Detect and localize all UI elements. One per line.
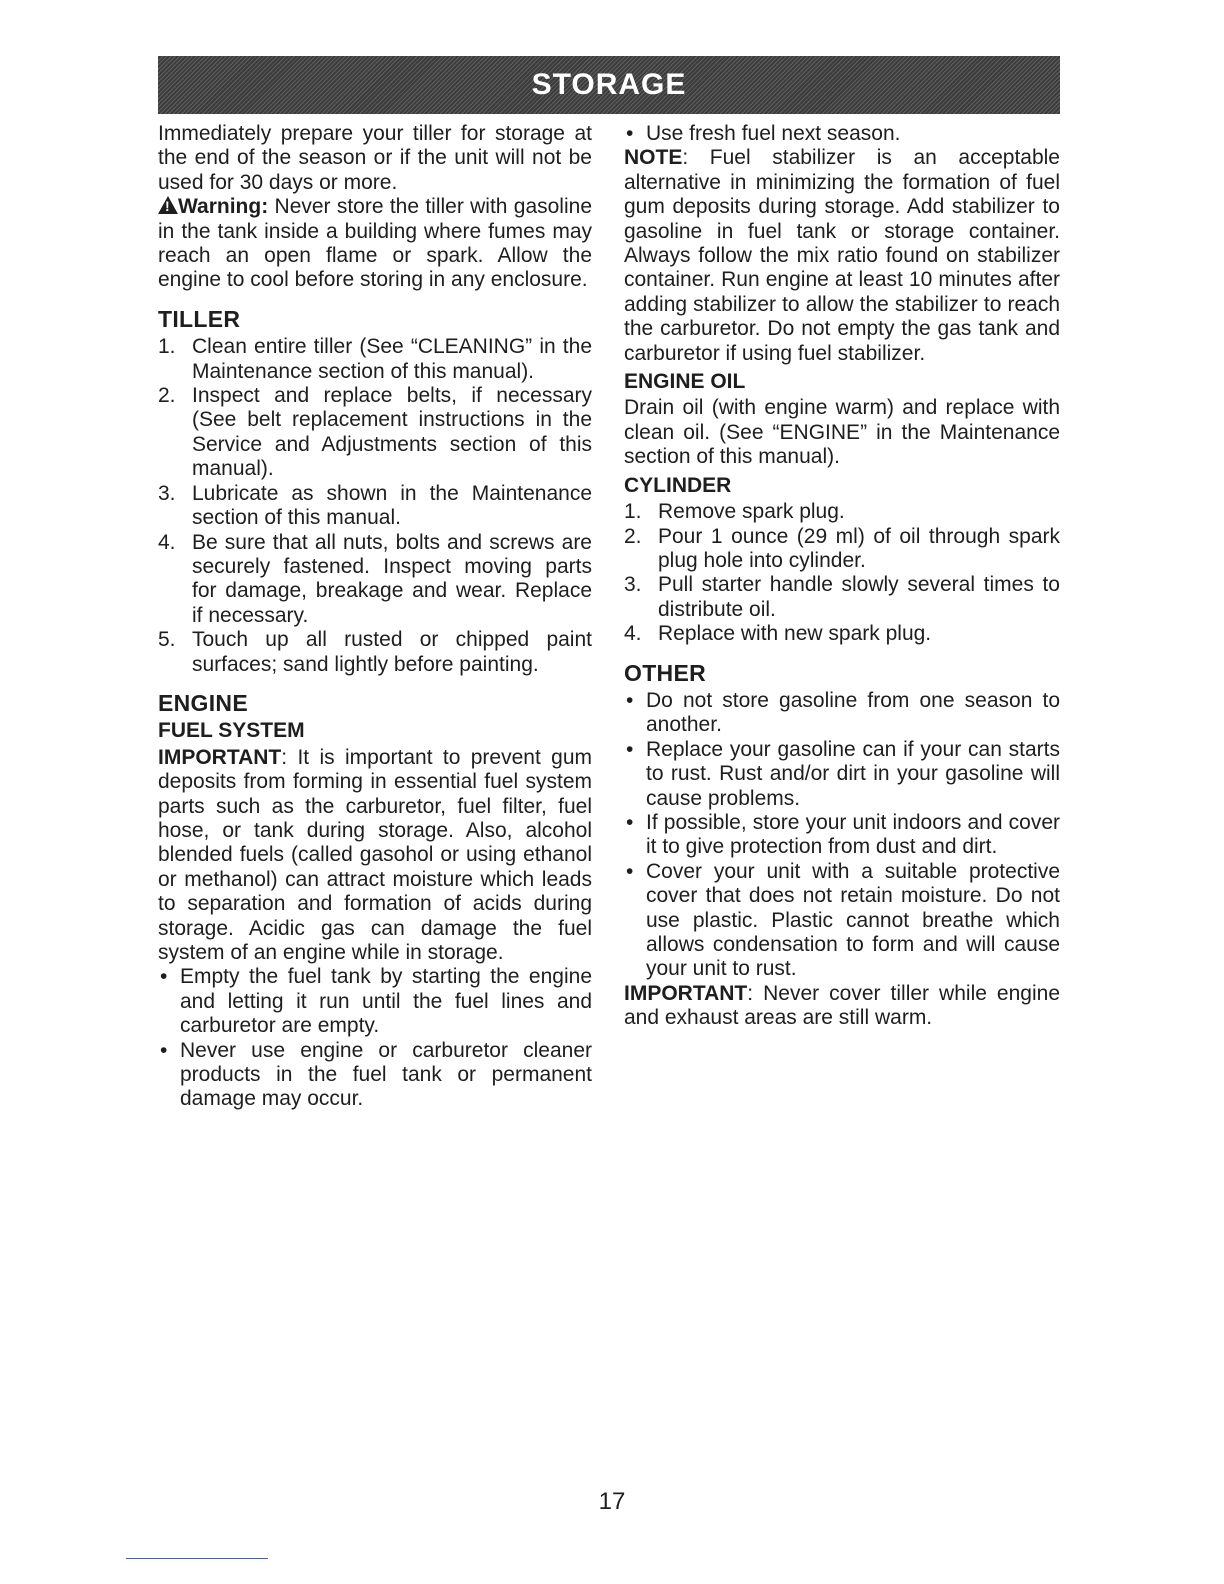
tiller-heading: TILLER: [158, 305, 241, 332]
list-text: Empty the fuel tank by starting the engine and letting it run until the fuel lines and carburetor are empty.: [180, 965, 592, 1038]
warning-label: Warning:: [178, 195, 269, 219]
list-number: 3.: [158, 481, 176, 505]
list-number: 2.: [158, 384, 176, 408]
list-text: Lubricate as shown in the Maintenance section of this manual.: [192, 481, 592, 530]
page-title: STORAGE: [531, 68, 687, 101]
warning-text: Never store the tiller with gasoline in the tank inside a building where fumes may reach an open flame or spark. Allow the engine to cool before storing in any enclosure.: [158, 195, 592, 292]
bullet-icon: •: [626, 688, 634, 712]
important-text: : It is important to prevent gum deposits from forming in essential fuel system parts such as the carburetor, fuel filter, fuel hose, or tank during storage. Also, alcohol blended fuels (called gasohol or using ethanol or methanol) can attract moisture which leads to separation and formation of acids during storage. Acidic gas can damage the fuel system of an engine while in storage.: [158, 745, 592, 964]
important-label: IMPORTANT: [624, 981, 748, 1005]
list-text: Use fresh fuel next season.: [646, 122, 901, 145]
important-text: : Never cover tiller while engine and exhaust areas are still warm.: [624, 981, 1060, 1030]
bullet-icon: •: [160, 965, 168, 989]
list-item: [158, 335, 592, 384]
other-heading: OTHER: [624, 659, 706, 686]
list-text: Replace with new spark plug.: [658, 622, 932, 646]
list-item: [624, 622, 1060, 646]
list-number: 3.: [624, 573, 642, 597]
cylinder-heading: CYLINDER: [624, 473, 732, 497]
important-paragraph: [158, 746, 592, 966]
list-item: [158, 384, 592, 482]
list-number: 4.: [624, 622, 642, 646]
fuel-system-heading: FUEL SYSTEM: [158, 719, 305, 743]
list-number: 2.: [624, 524, 642, 548]
cylinder-list: [624, 500, 1060, 646]
list-item: [624, 689, 1060, 738]
note-text: : Fuel stabilizer is an acceptable alternative in minimizing the formation of fuel gum deposits during storage. Add stabilizer to gasoline in fuel tank or storage container. Always follow the mix ratio found on stabilizer container. Run engine at least 10 minutes after adding stabilizer to allow the stabilizer to reach the carburetor. Do not empty the gas tank and carburetor if using fuel stabilizer.: [624, 146, 1060, 365]
bullet-icon: •: [626, 859, 634, 883]
list-text: Inspect and replace belts, if necessary (See belt replacement instructions in the Service and Adjustments section of this manual).: [192, 384, 592, 481]
other-bullet-list: [624, 689, 1060, 982]
bullet-icon: •: [626, 810, 634, 834]
list-number: 1.: [158, 335, 176, 359]
list-text: Replace your gasoline can if your can starts to rust. Rust and/or dirt in your gasoline will cause problems.: [646, 737, 1060, 810]
note-label: NOTE: [624, 146, 683, 170]
engine-heading: ENGINE: [158, 689, 248, 716]
list-text: Do not store gasoline from one season to another.: [646, 688, 1060, 737]
list-item: [624, 811, 1060, 860]
list-text: Be sure that all nuts, bolts and screws are securely fastened. Inspect moving parts for damage, breakage and wear. Replace if necessary.: [192, 530, 592, 627]
list-text: Pour 1 ounce (29 ml) of oil through spark plug hole into cylinder.: [658, 524, 1060, 572]
list-item: [624, 525, 1060, 574]
list-item: [624, 860, 1060, 982]
bullet-icon: •: [160, 1038, 168, 1062]
engine-oil-heading: ENGINE OIL: [624, 370, 746, 394]
intro-paragraph: Immediately prepare your tiller for storage at the end of the season or if the unit will not be used for 30 days or more.: [158, 122, 592, 194]
list-number: 4.: [158, 530, 176, 554]
list-text: Never use engine or carburetor cleaner products in the fuel tank or permanent damage may occur.: [180, 1038, 592, 1111]
bullet-icon: •: [626, 122, 634, 145]
warning-icon: [158, 196, 178, 214]
list-item: [624, 500, 1060, 524]
engine-oil-text: Drain oil (with engine warm) and replace with clean oil. (See “ENGINE” in the Maintenance section of this manual).: [624, 396, 1060, 469]
list-text: Remove spark plug.: [658, 500, 845, 524]
tiller-list: [158, 335, 592, 677]
fuel-bullet-list: [158, 965, 592, 1111]
bottom-rule: [126, 1558, 268, 1559]
list-item: [624, 738, 1060, 811]
important-paragraph: [624, 982, 1060, 1031]
list-item: [158, 628, 592, 677]
left-column: [158, 122, 592, 1112]
list-number: 5.: [158, 628, 176, 652]
list-number: 1.: [624, 500, 642, 524]
page-number: 17: [598, 1488, 626, 1515]
list-item: [158, 482, 592, 531]
list-text: If possible, store your unit indoors and cover it to give protection from dust and dirt.: [646, 810, 1060, 859]
list-item: [624, 573, 1060, 622]
list-text: Clean entire tiller (See “CLEANING” in the Maintenance section of this manual).: [192, 335, 592, 383]
storage-banner: [158, 56, 1060, 114]
list-text: Pull starter handle slowly several times to distribute oil.: [658, 573, 1060, 621]
note-paragraph: [624, 146, 1060, 366]
list-text: Touch up all rusted or chipped paint surfaces; sand lightly before painting.: [192, 628, 592, 676]
list-item: [158, 1039, 592, 1112]
list-text: Cover your unit with a suitable protective cover that does not retain moisture. Do not use plastic. Plastic cannot breathe which allows condensation to form and will cause your unit to rust.: [646, 859, 1060, 981]
important-label: IMPORTANT: [158, 745, 282, 769]
list-item: [158, 531, 592, 629]
warning-paragraph: [158, 195, 592, 293]
bullet-icon: •: [626, 737, 634, 761]
list-item: [624, 122, 1060, 146]
list-item: [158, 965, 592, 1038]
right-column: [624, 122, 1060, 1031]
